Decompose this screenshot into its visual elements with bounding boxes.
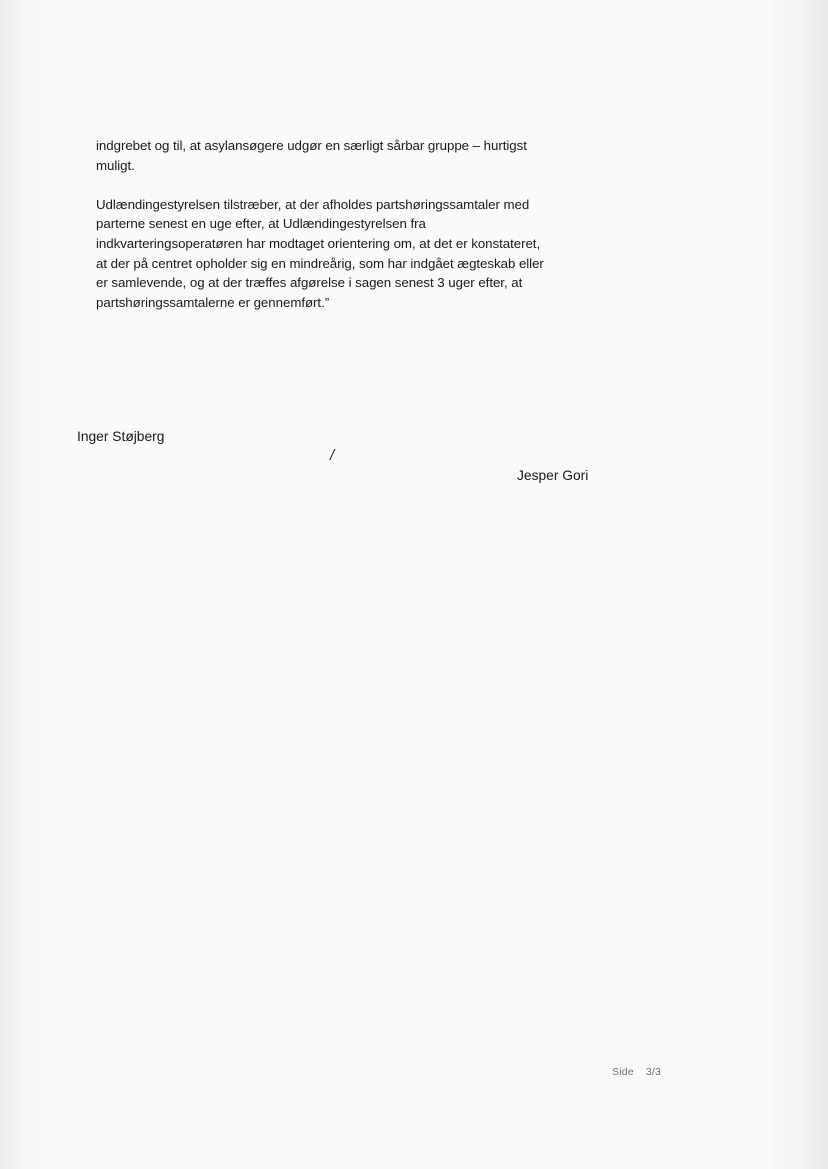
signature-left: Inger Støjberg <box>77 429 165 444</box>
signature-right: Jesper Gori <box>517 468 589 483</box>
paragraph-2: Udlændingestyrelsen tilstræber, at der afholdes partshøringssamtaler med parterne senest en uge efter, at Udlændingestyrelsen fra indkvarteringsoperatøren har modtaget orientering om, at det er konstateret, at der på centret opholder sig en mindreårig, som har indgået ægteskab eller er samlevende, og at der træffes afgørelse i sagen senest 3 uger efter, at partshøringssamtalerne er gennemført.” <box>96 196 544 310</box>
page-value: 3/3 <box>645 1066 662 1078</box>
paragraph-1: indgrebet og til, at asylansøgere udgør en særligt sårbar gruppe – hurtigst muligt. <box>96 138 527 173</box>
body-text <box>96 136 596 312</box>
signature-separator: / <box>330 447 335 464</box>
page-label: Side <box>612 1066 634 1078</box>
page-number <box>612 1065 661 1079</box>
